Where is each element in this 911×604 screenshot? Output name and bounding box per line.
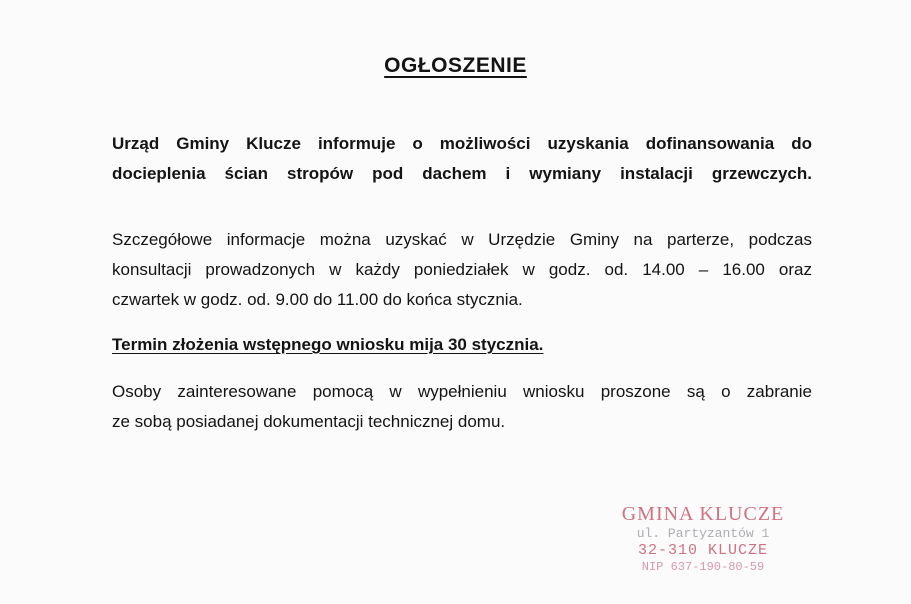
details-line-3: czwartek w godz. od. 9.00 do 11.00 do końca stycznia. — [112, 290, 523, 309]
intro-line-2: docieplenia ścian stropów pod dachem i wymiany instalacji grzewczych. — [112, 164, 812, 183]
details-line-1: Szczegółowe informacje można uzyskać w Urzędzie Gminy na parterze, podczas — [112, 230, 812, 249]
intro-paragraph — [112, 129, 812, 189]
assistance-paragraph — [112, 377, 812, 437]
stamp-postal: 32-310 KLUCZE — [637, 542, 769, 559]
deadline-notice: Termin złożenia wstępnego wniosku mija 30 stycznia. — [112, 335, 544, 354]
stamp-name: GMINA KLUCZE — [621, 503, 785, 525]
assistance-line-1: Osoby zainteresowane pomocą w wypełnieniu wniosku proszone są o zabranie — [112, 382, 812, 401]
assistance-line-2: ze sobą posiadanej dokumentacji technicznej domu. — [112, 412, 506, 431]
page-title: OGŁOSZENIE — [384, 54, 527, 77]
office-stamp — [598, 502, 808, 582]
details-line-2: konsultacji prowadzonych w każdy poniedziałek w godz. od. 14.00 – 16.00 oraz — [112, 260, 812, 279]
details-paragraph — [112, 225, 812, 315]
stamp-nip: NIP 637-190-80-59 — [641, 560, 765, 574]
intro-line-1: Urząd Gminy Klucze informuje o możliwości uzyskania dofinansowania do — [112, 134, 812, 153]
stamp-street: ul. Partyzantów 1 — [636, 526, 770, 541]
